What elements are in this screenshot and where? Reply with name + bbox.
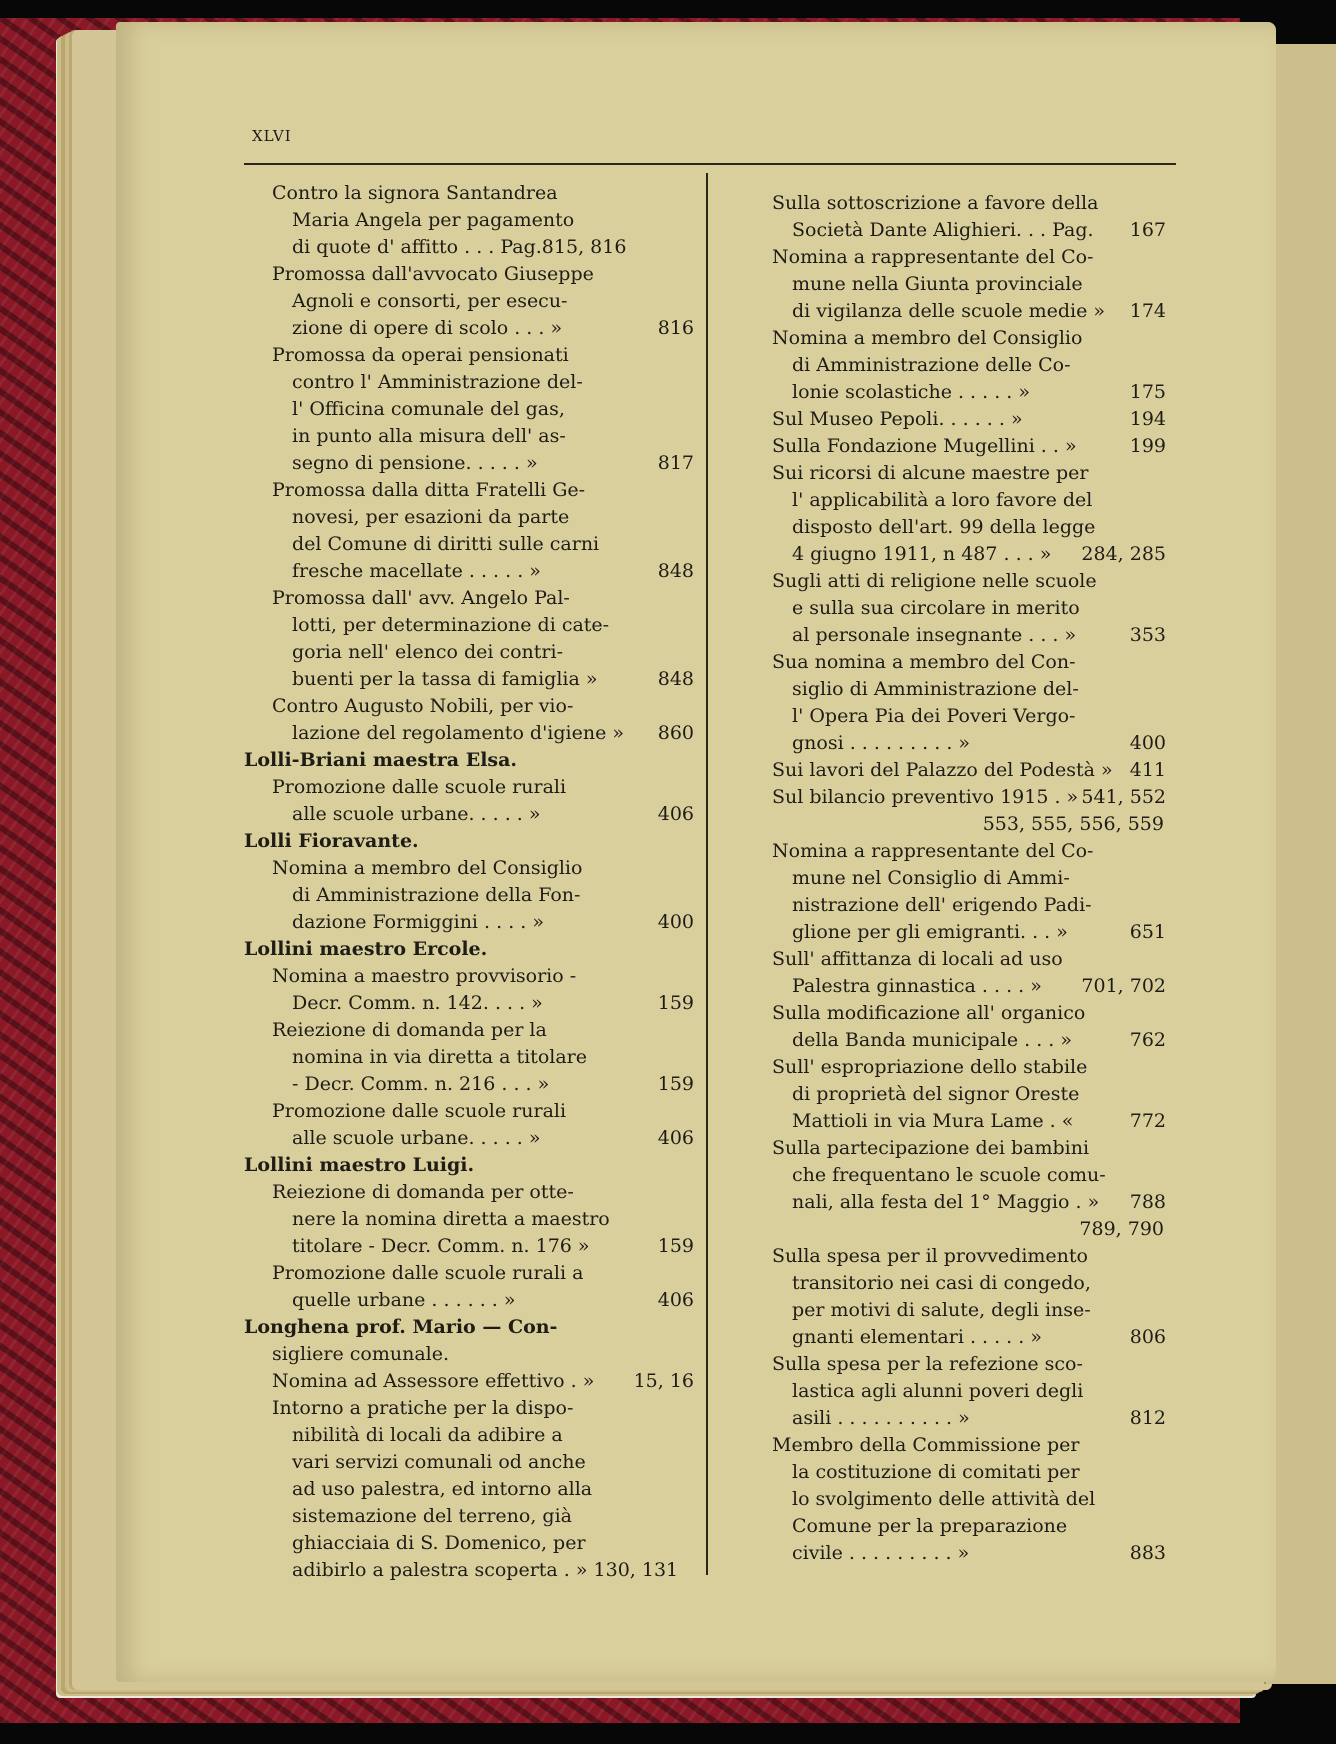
page-ref: 199 (1129, 435, 1166, 457)
entry-line (226, 288, 696, 315)
entry-text: Promossa da operai pensionati (272, 344, 569, 366)
entry-text: Nomina a membro del Consiglio (772, 327, 1083, 349)
entry-text: vari servizi comunali od anche (292, 1451, 586, 1473)
entry-text: nibilità di locali da adibire a (292, 1424, 563, 1446)
index-entry (226, 1098, 696, 1152)
entry-text: 789, 790 (1079, 1218, 1164, 1240)
entry-text: Promozione dalle scuole rurali (272, 776, 567, 798)
entry-text: Sulla modificazione all' organico (772, 1002, 1086, 1024)
entry-line (226, 1260, 696, 1287)
entry-line (226, 396, 696, 423)
entry-text: adibirlo a palestra scoperta . » 130, 131 (292, 1559, 679, 1581)
entry-line (726, 1405, 1166, 1432)
index-entry (726, 568, 1166, 649)
entry-line (726, 703, 1166, 730)
index-entry (726, 1000, 1166, 1054)
entry-text: civile . . . . . . . . . » (792, 1542, 970, 1564)
entry-line (226, 1476, 696, 1503)
entry-line (226, 558, 696, 585)
index-entry (226, 261, 696, 342)
entry-line (226, 1206, 696, 1233)
entry-text: in punto alla misura dell' as- (292, 425, 566, 447)
entry-text: Nomina a rappresentante del Co- (772, 246, 1094, 268)
entry-line (726, 406, 1166, 433)
entry-line (726, 541, 1166, 568)
page-ref: 806 (1129, 1326, 1166, 1348)
entry-line (226, 612, 696, 639)
entry-line (726, 649, 1166, 676)
entry-text: segno di pensione. . . . . » (292, 452, 538, 474)
entry-line (726, 1081, 1166, 1108)
entry-text: Promossa dalla ditta Fratelli Ge- (272, 479, 586, 501)
entry-line (226, 1044, 696, 1071)
entry-line (726, 1189, 1166, 1216)
entry-line (726, 514, 1166, 541)
entry-text: Agnoli e consorti, per esecu- (292, 290, 568, 312)
entry-line (726, 946, 1166, 973)
entry-text: Membro della Commissione per (772, 1434, 1080, 1456)
entry-line (726, 1540, 1166, 1567)
entry-line (226, 1071, 696, 1098)
page-ref: 400 (1129, 732, 1166, 754)
index-entry (226, 855, 696, 936)
page-ref: 816 (657, 317, 694, 339)
index-entry (726, 406, 1166, 433)
entry-text: zione di opere di scolo . . . » (292, 317, 563, 339)
page-ref: 541, 552 (1081, 786, 1166, 808)
index-entry (726, 325, 1166, 406)
entry-text: ghiacciaia di S. Domenico, per (292, 1532, 586, 1554)
page-ref: 848 (657, 668, 694, 690)
heading-text: Lolli Fioravante. (244, 830, 419, 852)
entry-text: goria nell' elenco dei contri- (292, 641, 564, 663)
entry-line (726, 676, 1166, 703)
entry-line (726, 217, 1166, 244)
entry-text: del Comune di diritti sulle carni (292, 533, 600, 555)
entry-text: Sull' espropriazione dello stabile (772, 1056, 1088, 1078)
entry-text: Promossa dall'avvocato Giuseppe (272, 263, 594, 285)
page-ref: 159 (657, 1073, 694, 1095)
index-entry (726, 838, 1166, 946)
entry-line (726, 784, 1166, 811)
page-ref: 174 (1129, 300, 1166, 322)
entry-line (726, 595, 1166, 622)
entry-line (226, 774, 696, 801)
entry-line (726, 352, 1166, 379)
entry-line (226, 1287, 696, 1314)
index-entry (726, 784, 1166, 838)
entry-line (726, 487, 1166, 514)
header-rule (244, 163, 1176, 165)
page-ref: 194 (1129, 408, 1166, 430)
entry-text: Sulla sottoscrizione a favore della (772, 192, 1099, 214)
index-entry (726, 244, 1166, 325)
entry-line (226, 1098, 696, 1125)
entry-text: di vigilanza delle scuole medie » (792, 300, 1106, 322)
index-entry (726, 190, 1166, 244)
index-entry (726, 1432, 1166, 1567)
entry-line (726, 1135, 1166, 1162)
page-ref: 701, 702 (1081, 975, 1166, 997)
entry-line (226, 1503, 696, 1530)
index-heading (226, 1152, 696, 1179)
entry-text: 4 giugno 1911, n 487 . . . » (792, 543, 1052, 565)
entry-text: di Amministrazione della Fon- (292, 884, 581, 906)
entry-text: Contro Augusto Nobili, per vio- (272, 695, 574, 717)
page-ref: 159 (657, 992, 694, 1014)
entry-text: Nomina a maestro provvisorio - (272, 965, 577, 987)
entry-line (226, 1017, 696, 1044)
entry-line (226, 639, 696, 666)
entry-text: lazione del regolamento d'igiene » (292, 722, 625, 744)
index-heading (226, 747, 696, 774)
right-column (726, 190, 1166, 1567)
entry-line (726, 1378, 1166, 1405)
entry-line (226, 1125, 696, 1152)
entry-line (726, 1432, 1166, 1459)
entry-text: l' applicabilità a loro favore del (792, 489, 1093, 511)
entry-text: dazione Formiggini . . . . » (292, 911, 544, 933)
entry-text: Società Dante Alighieri. . . Pag. (792, 219, 1094, 241)
entry-text: Sulla spesa per la refezione sco- (772, 1353, 1083, 1375)
index-entry (226, 477, 696, 585)
entry-text: Maria Angela per pagamento (292, 209, 575, 231)
entry-text: Reiezione di domanda per la (272, 1019, 547, 1041)
index-entry (226, 585, 696, 693)
page-ref: 159 (657, 1235, 694, 1257)
index-heading (226, 1314, 696, 1368)
entry-text: al personale insegnante . . . » (792, 624, 1077, 646)
entry-line (726, 379, 1166, 406)
page-ref: 406 (657, 1127, 694, 1149)
page-ref: 411 (1129, 759, 1166, 781)
page-ref: 812 (1129, 1407, 1166, 1429)
entry-text: Reiezione di domanda per otte- (272, 1181, 574, 1203)
heading-text: Longhena prof. Mario — Con- (244, 1316, 558, 1338)
entry-line (726, 757, 1166, 784)
entry-text: lonie scolastiche . . . . . » (792, 381, 1030, 403)
index-heading (226, 828, 696, 855)
entry-line (226, 1422, 696, 1449)
entry-line (726, 568, 1166, 595)
entry-text: Decr. Comm. n. 142. . . . » (292, 992, 543, 1014)
entry-text: Nomina a membro del Consiglio (272, 857, 583, 879)
entry-text: la costituzione di comitati per (792, 1461, 1080, 1483)
entry-text: l' Officina comunale del gas, (292, 398, 565, 420)
entry-text: quelle urbane . . . . . . » (292, 1289, 516, 1311)
entry-text: Sui lavori del Palazzo del Podestà » (772, 759, 1113, 781)
entry-text: transitorio nei casi di congedo, (792, 1272, 1091, 1294)
entry-line (226, 909, 696, 936)
entry-line (726, 865, 1166, 892)
index-entry (726, 1243, 1166, 1351)
entry-text: Contro la signora Santandrea (272, 182, 558, 204)
page-ref: 883 (1129, 1542, 1166, 1564)
index-entry (726, 649, 1166, 757)
entry-text: Sul bilancio preventivo 1915 . » (772, 786, 1079, 808)
entry-line (726, 622, 1166, 649)
entry-text: di quote d' affitto . . . Pag.815, 816 (292, 236, 627, 258)
entry-line (226, 666, 696, 693)
entry-line (726, 1162, 1166, 1189)
entry-text: mune nel Consiglio di Ammi- (792, 867, 1070, 889)
entry-text: mune nella Giunta provinciale (792, 273, 1083, 295)
entry-line (726, 1486, 1166, 1513)
entry-line (726, 1243, 1166, 1270)
index-entry (726, 433, 1166, 460)
entry-text: titolare - Decr. Comm. n. 176 » (292, 1235, 590, 1257)
entry-line (726, 1054, 1166, 1081)
page-ref: 651 (1129, 921, 1166, 943)
entry-text: glione per gli emigranti. . . » (792, 921, 1068, 943)
entry-text: Sulla spesa per il provvedimento (772, 1245, 1088, 1267)
page-ref: 860 (657, 722, 694, 744)
entry-text: disposto dell'art. 99 della legge (792, 516, 1096, 538)
index-entry (226, 180, 696, 261)
entry-line (226, 504, 696, 531)
entry-line (226, 180, 696, 207)
left-column (226, 180, 696, 1584)
entry-text: Sulla Fondazione Mugellini . . » (772, 435, 1077, 457)
entry-text: Promozione dalle scuole rurali a (272, 1262, 584, 1284)
entry-line (726, 1216, 1166, 1243)
entry-text: della Banda municipale . . . » (792, 1029, 1072, 1051)
entry-text: lotti, per determinazione di cate- (292, 614, 610, 636)
entry-text: Promozione dalle scuole rurali (272, 1100, 567, 1122)
entry-line (226, 585, 696, 612)
entry-line (726, 325, 1166, 352)
entry-text: asili . . . . . . . . . . » (792, 1407, 970, 1429)
entry-line (726, 1459, 1166, 1486)
entry-line (226, 477, 696, 504)
entry-line (226, 1557, 696, 1584)
entry-text: Sui ricorsi di alcune maestre per (772, 462, 1089, 484)
entry-line (226, 261, 696, 288)
index-entry (726, 1351, 1166, 1432)
entry-text: alle scuole urbane. . . . . » (292, 803, 541, 825)
entry-line (226, 1179, 696, 1206)
page-ref: 167 (1129, 219, 1166, 241)
entry-line (726, 1297, 1166, 1324)
entry-line (726, 298, 1166, 325)
entry-text: buenti per la tassa di famiglia » (292, 668, 598, 690)
entry-line (226, 234, 696, 261)
entry-text: Sul Museo Pepoli. . . . . . » (772, 408, 1023, 430)
page-ref: 284, 285 (1081, 543, 1166, 565)
heading-text: Lolli-Briani maestra Elsa. (244, 749, 518, 771)
entry-text: Intorno a pratiche per la dispo- (272, 1397, 574, 1419)
entry-line (226, 963, 696, 990)
index-heading (226, 936, 696, 963)
entry-text: lo svolgimento delle attività del (792, 1488, 1096, 1510)
entry-text: siglio di Amministrazione del- (792, 678, 1079, 700)
entry-text: Nomina ad Assessore effettivo . » (272, 1370, 595, 1392)
page-number: XLVI (252, 127, 292, 145)
entry-text: - Decr. Comm. n. 216 . . . » (292, 1073, 550, 1095)
entry-line (226, 315, 696, 342)
entry-text: nomina in via diretta a titolare (292, 1046, 587, 1068)
entry-line (726, 973, 1166, 1000)
entry-line (726, 1000, 1166, 1027)
page-ref: 762 (1129, 1029, 1166, 1051)
index-entry (726, 1135, 1166, 1243)
heading-text: Lollini maestro Luigi. (244, 1154, 475, 1176)
page-ref: 848 (657, 560, 694, 582)
entry-text: Nomina a rappresentante del Co- (772, 840, 1094, 862)
page-ref: 15, 16 (633, 1370, 694, 1392)
entry-text: sistemazione del terreno, già (292, 1505, 572, 1527)
entry-line (726, 730, 1166, 757)
entry-text: di Amministrazione delle Co- (792, 354, 1071, 376)
entry-line (226, 1368, 696, 1395)
entry-line (226, 1233, 696, 1260)
entry-line (226, 369, 696, 396)
entry-line (226, 531, 696, 558)
entry-line (726, 1324, 1166, 1351)
entry-line (226, 693, 696, 720)
page-ref: 406 (657, 1289, 694, 1311)
entry-line (726, 1351, 1166, 1378)
entry-line (226, 207, 696, 234)
entry-line (226, 990, 696, 1017)
entry-line (226, 801, 696, 828)
entry-text: contro l' Amministrazione del- (292, 371, 583, 393)
page-ref: 353 (1129, 624, 1166, 646)
entry-line (226, 1449, 696, 1476)
entry-text: 553, 555, 556, 559 (982, 813, 1164, 835)
entry-text: Mattioli in via Mura Lame . « (792, 1110, 1074, 1132)
entry-line (226, 450, 696, 477)
index-entry (226, 1179, 696, 1260)
index-entry (226, 693, 696, 747)
heading-text: Lollini maestro Ercole. (244, 938, 488, 960)
entry-line (726, 271, 1166, 298)
page-ref: 400 (657, 911, 694, 933)
entry-line (226, 720, 696, 747)
entry-text: gnanti elementari . . . . . » (792, 1326, 1042, 1348)
entry-line (726, 460, 1166, 487)
entry-line (726, 838, 1166, 865)
entry-line (726, 919, 1166, 946)
index-entry (726, 1054, 1166, 1135)
entry-text: Palestra ginnastica . . . . » (792, 975, 1042, 997)
entry-text: Sulla partecipazione dei bambini (772, 1137, 1090, 1159)
entry-text: lastica agli alunni poveri degli (792, 1380, 1084, 1402)
index-entry (226, 1017, 696, 1098)
entry-text: Promossa dall' avv. Angelo Pal- (272, 587, 570, 609)
index-entry (726, 946, 1166, 1000)
index-entry (226, 1260, 696, 1314)
heading-text-cont: sigliere comunale. (272, 1343, 450, 1365)
page-ref: 406 (657, 803, 694, 825)
column-divider (706, 173, 708, 1575)
page-ref: 772 (1129, 1110, 1166, 1132)
index-entry (226, 963, 696, 1017)
page-ref: 817 (657, 452, 694, 474)
index-entry (226, 1368, 696, 1395)
entry-line (726, 1270, 1166, 1297)
entry-line (226, 1395, 696, 1422)
index-entry (726, 460, 1166, 568)
entry-line (726, 1027, 1166, 1054)
entry-line (226, 855, 696, 882)
entry-line (726, 1513, 1166, 1540)
entry-text: fresche macellate . . . . . » (292, 560, 541, 582)
entry-text: per motivi di salute, degli inse- (792, 1299, 1091, 1321)
entry-line (226, 423, 696, 450)
entry-text: alle scuole urbane. . . . . » (292, 1127, 541, 1149)
entry-line (726, 190, 1166, 217)
page-ref: 788 (1129, 1191, 1166, 1213)
entry-text: l' Opera Pia dei Poveri Vergo- (792, 705, 1076, 727)
entry-text: Sull' affittanza di locali ad uso (772, 948, 1063, 970)
page-ref: 175 (1129, 381, 1166, 403)
entry-text: Sugli atti di religione nelle scuole (772, 570, 1097, 592)
index-entry (226, 342, 696, 477)
entry-text: nali, alla festa del 1° Maggio . » (792, 1191, 1100, 1213)
entry-text: nere la nomina diretta a maestro (292, 1208, 610, 1230)
entry-text: ad uso palestra, ed intorno alla (292, 1478, 593, 1500)
entry-line (226, 342, 696, 369)
entry-text: e sulla sua circolare in merito (792, 597, 1080, 619)
entry-text: di proprietà del signor Oreste (792, 1083, 1080, 1105)
entry-text: novesi, per esazioni da parte (292, 506, 570, 528)
index-entry (226, 1395, 696, 1584)
entry-line (726, 1108, 1166, 1135)
entry-text: gnosi . . . . . . . . . » (792, 732, 971, 754)
entry-line (726, 433, 1166, 460)
entry-line (726, 811, 1166, 838)
entry-line (726, 244, 1166, 271)
index-entry (226, 774, 696, 828)
entry-line (226, 1530, 696, 1557)
index-entry (726, 757, 1166, 784)
entry-text: che frequentano le scuole comu- (792, 1164, 1106, 1186)
entry-line (226, 882, 696, 909)
entry-text: Comune per la preparazione (792, 1515, 1068, 1537)
entry-text: Sua nomina a membro del Con- (772, 651, 1076, 673)
entry-line (726, 892, 1166, 919)
entry-text: nistrazione dell' erigendo Padi- (792, 894, 1092, 916)
